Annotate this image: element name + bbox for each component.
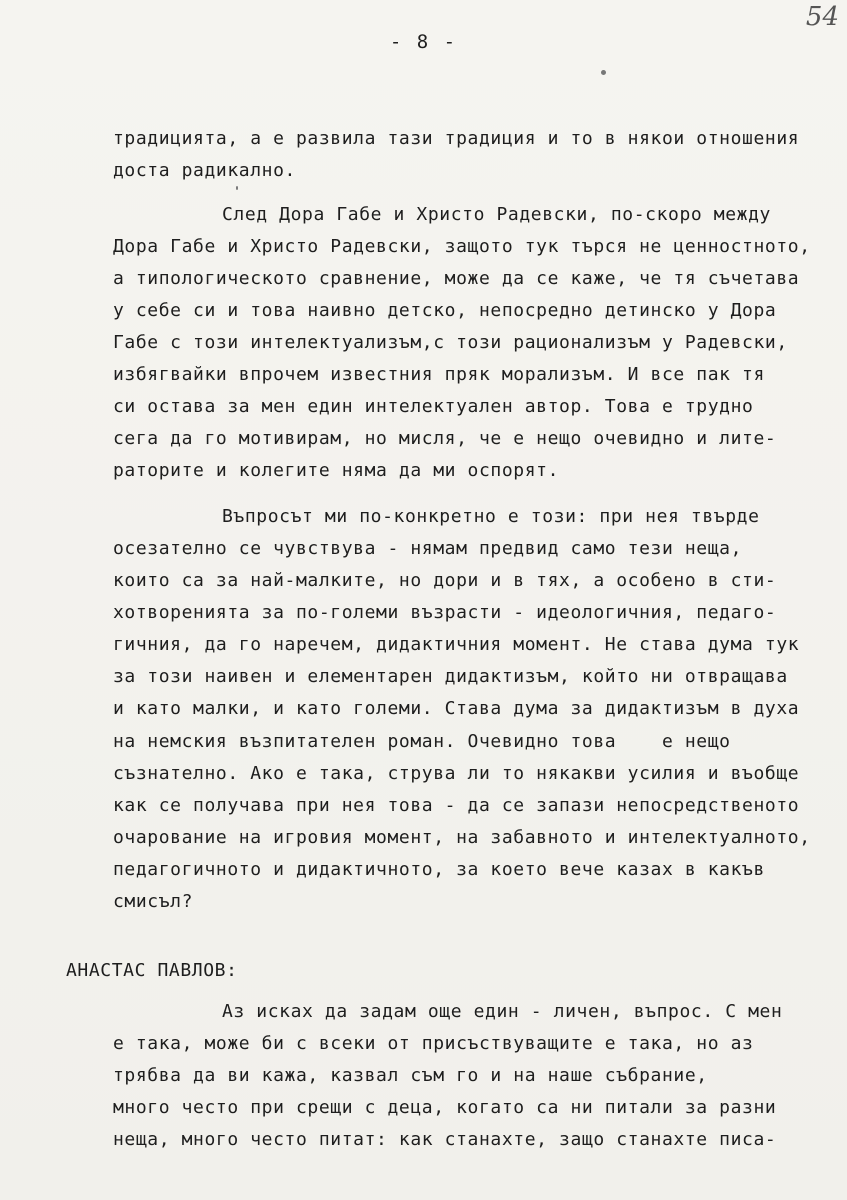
text-line: очарование на игровия момент, на забавното и интелектуалното, [113,827,811,848]
text-line: хотворенията за по-големи възрасти - идеологичния, педаго- [113,602,777,623]
text-line: традицията, а е развила тази традиция и то в някои отношения [113,128,800,149]
text-line: у себе си и това наивно детско, непосредно детинско у Дора [113,300,777,321]
text-line: сега да го мотивирам, но мисля, че е нещо очевидно и лите- [113,428,777,449]
text-line: на немския възпитателен роман. Очевидно това е нещо [113,731,731,752]
text-line: избягвайки впрочем известния пряк морализъм. И все пак тя [113,364,765,385]
speaker-heading: АНАСТАС ПАВЛОВ: [66,960,238,981]
text-line: Въпросът ми по-конкретно е този: при нея твърде [222,506,760,527]
text-line: и като малки, и като големи. Става дума за дидактизъм в духа [113,698,800,719]
page-number: - 8 - [389,31,458,53]
text-line: за този наивен и елементарен дидактизъм, който ни отвращава [113,666,788,687]
text-line: си остава за мен един интелектуален автор. Това е трудно [113,396,754,417]
text-line: Габе с този интелектуализъм,с този рационализъм у Радевски, [113,332,788,353]
text-line: които са за най-малките, но дори и в тях, а особено в сти- [113,570,777,591]
paper-speck [601,70,606,75]
text-line: Аз исках да задам още един - личен, въпрос. С мен [222,1001,783,1022]
archive-number: 54 [805,2,839,32]
text-line: раторите и колегите няма да ми оспорят. [113,460,560,481]
text-line: а типологическото сравнение, може да се каже, че тя съчетава [113,268,800,289]
text-line: неща, много често питат: как станахте, защо станахте писа- [113,1129,777,1150]
text-line: трябва да ви кажа, казвал съм го и на наше събрание, [113,1065,708,1086]
text-line: много често при срещи с деца, когато са ни питали за разни [113,1097,777,1118]
text-line: как се получава при нея това - да се запази непосредственото [113,795,800,816]
text-line: смисъл? [113,891,194,912]
text-line: е така, може би с всеки от присъствуващите е така, но аз [113,1033,754,1054]
text-line: доста радикално. [113,160,296,181]
text-line: осезателно се чувствува - нямам предвид само тези неща, [113,538,743,559]
text-line: След Дора Габе и Христо Радевски, по-скоро между [222,204,771,225]
paper-speck [236,186,238,190]
text-line: гичния, да го наречем, дидактичния момент. Не става дума тук [113,634,800,655]
text-line: Дора Габе и Христо Радевски, защото тук търся не ценностното, [113,236,811,257]
text-line: педагогичното и дидактичното, за което вече казах в какъв [113,859,765,880]
text-line: съзнателно. Ако е така, струва ли то някакви усилия и въобще [113,763,800,784]
